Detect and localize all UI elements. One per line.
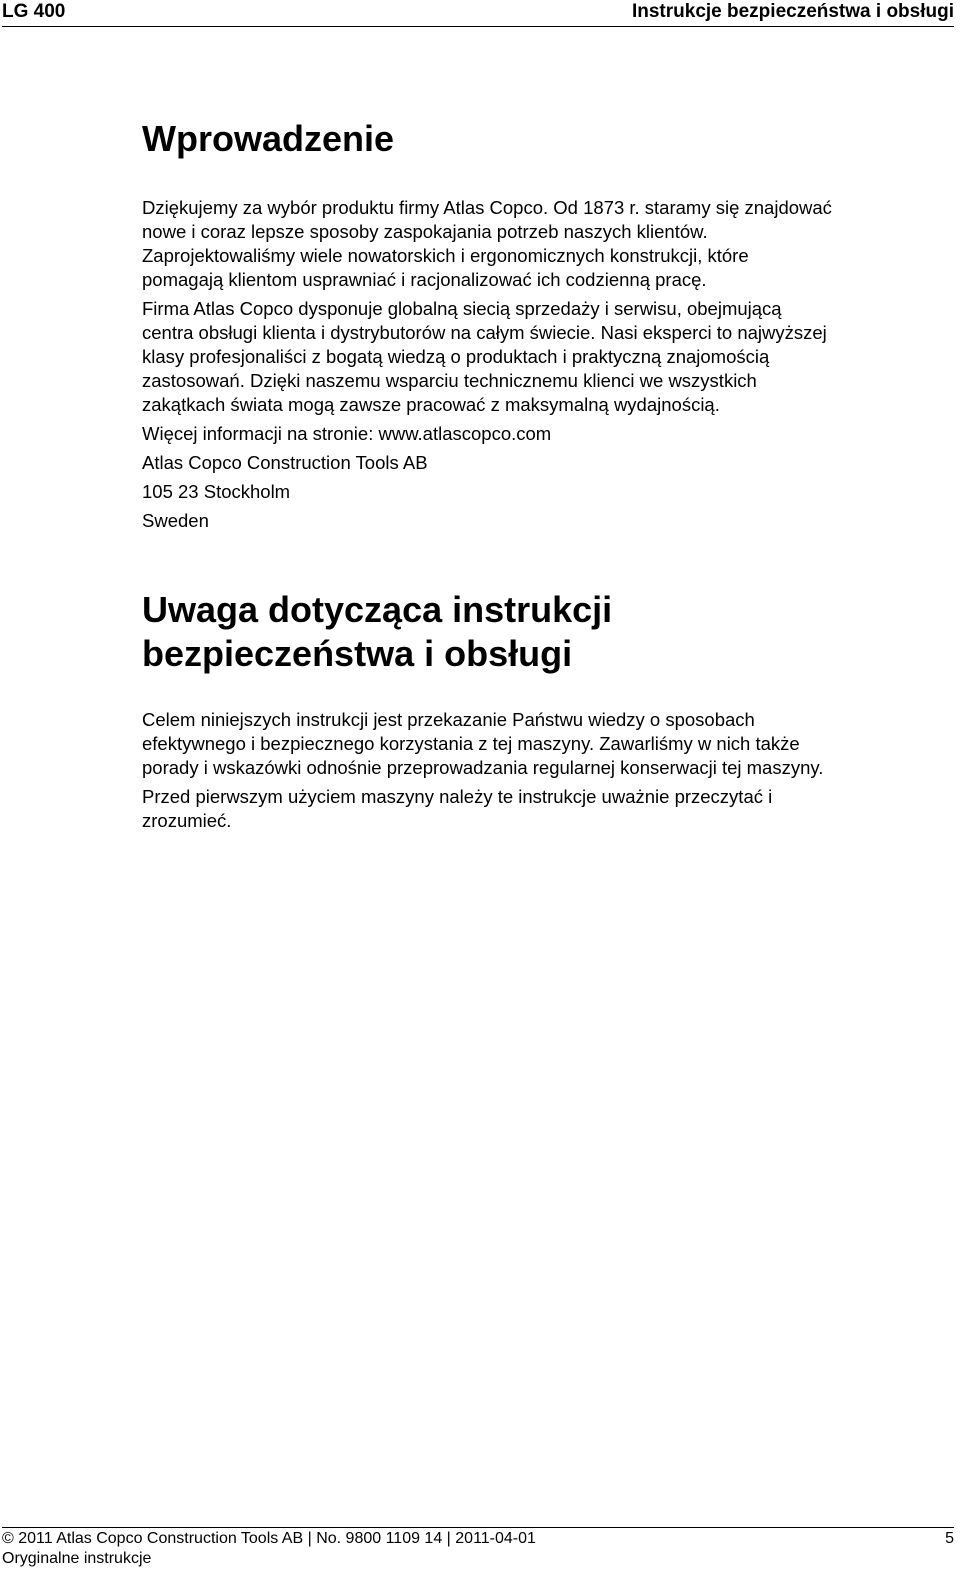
footer-copyright: © 2011 Atlas Copco Construction Tools AB | No. 9800 1109 14 | 2011-04-01 [2,1530,536,1547]
intro-section [142,196,832,538]
intro-heading: Wprowadzenie [142,118,395,159]
notice-heading [142,588,832,676]
header-doc-title: Instrukcje bezpieczeństwa i obsługi [631,1,954,22]
intro-paragraph-1: Dziękujemy za wybór produktu firmy Atlas Copco. Od 1873 r. staramy się znajdować nowe i coraz lepsze sposoby zaspokajania potrzeb naszych klientów. Zaprojektowaliśmy wiele nowatorskich i ergonomicznych konstrukcji, które pomagają klientom usprawniać i racjonalizować ich codzienną pracę. [142,197,832,290]
page-header [2,0,954,27]
notice-section [142,708,832,838]
notice-paragraph-2: Przed pierwszym użyciem maszyny należy te instrukcje uważnie przeczytać i zrozumieć. [142,786,773,831]
intro-postal: 105 23 Stockholm [142,481,291,502]
intro-country: Sweden [142,510,209,531]
header-model: LG 400 [2,1,66,22]
intro-company: Atlas Copco Construction Tools AB [142,452,428,473]
notice-heading-line2: bezpieczeństwa i obsługi [142,633,573,674]
intro-website: Więcej informacji na stronie: www.atlascopco.com [142,423,552,444]
notice-heading-line1: Uwaga dotycząca instrukcji [142,589,613,630]
page-number: 5 [945,1530,954,1547]
footer-original: Oryginalne instrukcje [2,1550,152,1567]
intro-paragraph-2: Firma Atlas Copco dysponuje globalną siecią sprzedaży i serwisu, obejmującą centra obsługi klienta i dystrybutorów na całym świecie. Nasi eksperci to najwyższej klasy profesjonaliści z bogatą wiedzą o produktach i praktyczną znajomością zastosowań. Dzięki naszemu wsparciu technicznemu klienci we wszystkich zakątkach świata mogą zawsze pracować z maksymalną wydajnością. [142,298,827,415]
notice-paragraph-1: Celem niniejszych instrukcji jest przekazanie Państwu wiedzy o sposobach efektywnego i bezpiecznego korzystania z tej maszyny. Zawarliśmy w nich także porady i wskazówki odnośnie przeprowadzania regularnej konserwacji tej maszyny. [142,709,824,778]
page-footer [2,1527,954,1567]
